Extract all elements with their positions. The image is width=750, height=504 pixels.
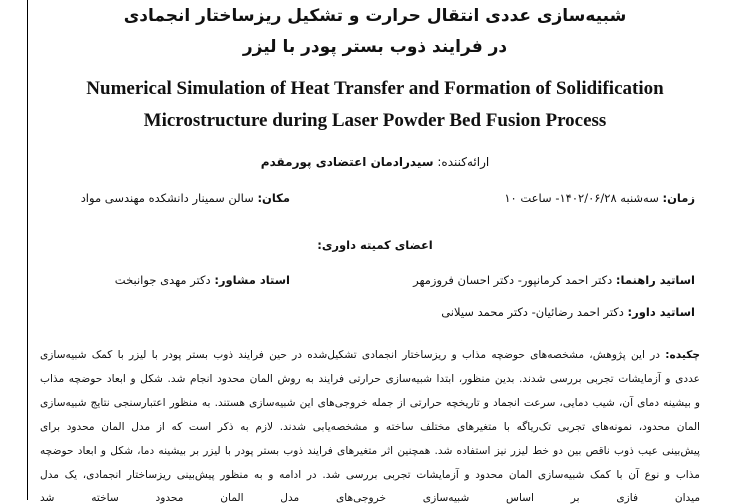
advisor-value: دکتر مهدی جوانبخت (114, 273, 211, 287)
time-value: سه‌شنبه ۱۴۰۲/۰۶/۲۸- ساعت ۱۰ (504, 191, 659, 205)
supervisors-line (413, 273, 695, 287)
abstract-line-7: میدان فازی بر اساس شبیه‌سازی خروجی‌های مدل المان محدود ساخته شد (40, 492, 700, 504)
abstract-line-2: عددی و آزمایشات تجربی بررسی شدند. بدین منظور، ابتدا شبیه‌سازی حرارتی فرایند به روش المان محدود انجام شد. شکل و ابعاد حوضچه مذاب (40, 373, 700, 385)
time-label: زمان: (662, 191, 695, 205)
place-label: مکان: (257, 191, 290, 205)
referees-label: اساتید داور: (627, 305, 695, 319)
place-line (81, 191, 290, 205)
presenter-label: ارائه‌کننده: (437, 155, 490, 169)
abstract-line-3: و بیشینه دمای آن، شیب دمایی، سرعت انجماد و تاریخچه حرارتی از جمله خروجی‌های این شبیه‌سازی هستند. به منظور اعتبارسنجی نتایج شبیه‌سازی (40, 397, 700, 409)
abstract-line-4: المان محدود، نمونه‌های تجربی تک‌ریاگه با متغیرهای مختلف ساخته و مشخصه‌یابی شدند. لازم به ذکر است که از مدل المان محدود برای (40, 421, 700, 433)
advisor-line (115, 273, 290, 287)
persian-title-line-1: شبیه‌سازی عددی انتقال حرارت و تشکیل ریزساختار انجمادی (123, 6, 627, 26)
referees-value: دکتر احمد رضائیان- دکتر محمد سیلانی (441, 305, 624, 319)
english-title-line-1: Numerical Simulation of Heat Transfer and Formation of Solidification (86, 78, 664, 99)
abstract-line-5: پیش‌بینی عیب ذوب ناقص بین دو خط لیزر نیز استفاده شد. همچنین اثر متغیرهای فرایند ذوب بستر پودر با لیزر بر بیشینه دما، شکل و ابعاد حوضچه (40, 445, 700, 457)
abstract-line-1 (40, 349, 700, 361)
referees-line (441, 305, 695, 319)
time-line (504, 191, 695, 205)
supervisors-value: دکتر احمد کرمانپور- دکتر احسان فروزمهر (413, 273, 613, 287)
presenter-line (0, 155, 750, 169)
supervisors-label: اساتید راهنما: (615, 273, 695, 287)
persian-title-line-2: در فرایند ذوب بستر پودر با لیزر (242, 37, 508, 57)
abstract-label: چکیده: (665, 349, 700, 361)
english-title-line-2: Microstructure during Laser Powder Bed Fusion Process (143, 110, 607, 131)
abstract-text-1: در این پژوهش، مشخصه‌های حوضچه مذاب و ریزساختار انجمادی تشکیل‌شده در حین فرایند ذوب بستر پودر با لیزر با کمک شبیه‌سازی (40, 349, 661, 361)
abstract-line-6: مذاب و نوع آن با کمک شبیه‌سازی المان محدود و آزمایشات تجربی بررسی شد. در ادامه و به منظور پیش‌بینی ریزساختار انجمادی، یک مدل (40, 469, 700, 481)
committee-heading: اعضای کمیته داوری: (317, 238, 433, 252)
place-value: سالن سمینار دانشکده مهندسی مواد (80, 191, 254, 205)
presenter-name: سیدرادمان اعتضادی پورمقدم (260, 155, 434, 169)
advisor-label: استاد مشاور: (214, 273, 290, 287)
